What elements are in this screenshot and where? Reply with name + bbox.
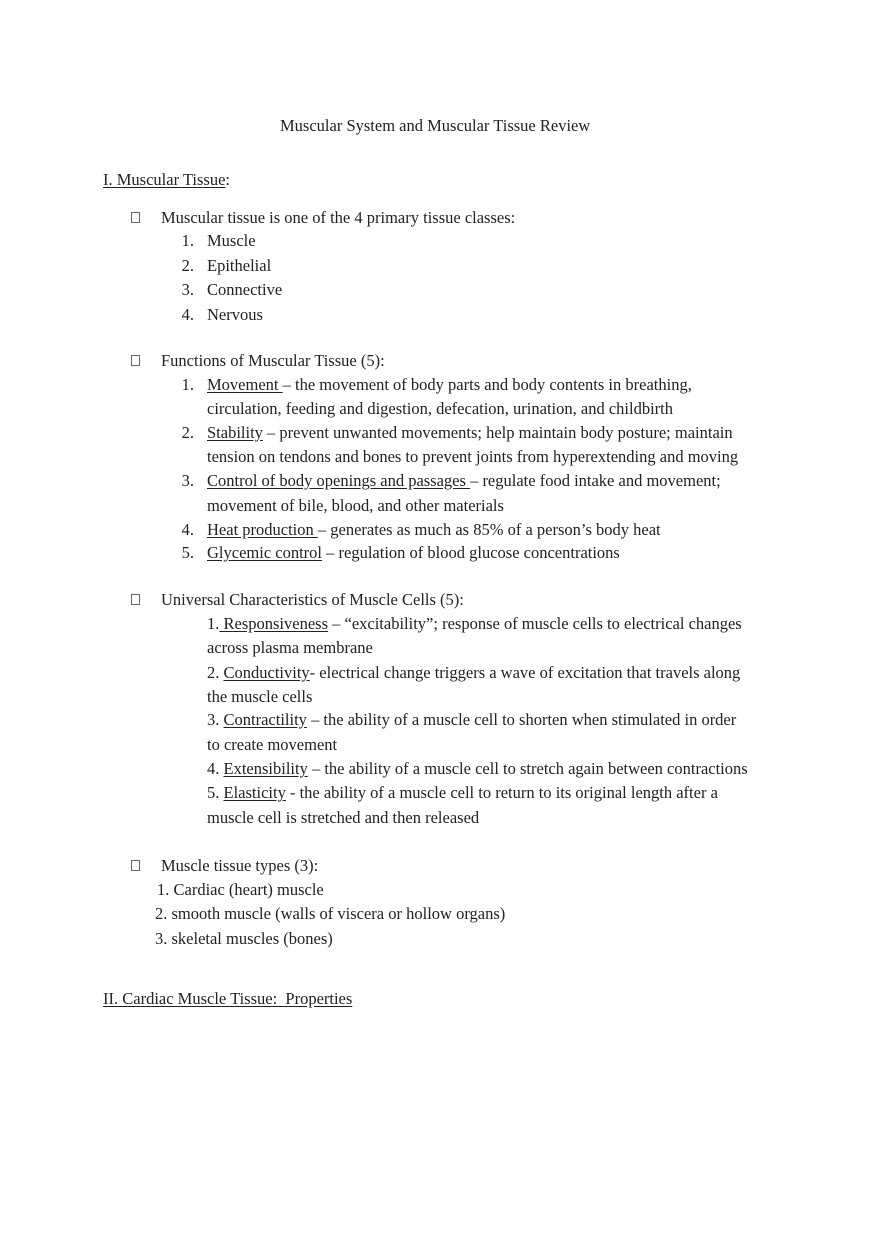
- characteristic-term: Contractility: [223, 710, 307, 729]
- list-item: Connective: [207, 280, 283, 299]
- bullet-box-icon: [131, 212, 140, 223]
- characteristic-desc-cont: the muscle cells: [207, 687, 313, 706]
- bullet-4-text: Muscle tissue types (3):: [161, 856, 319, 875]
- characteristic-desc-cont: across plasma membrane: [207, 638, 373, 657]
- bullet-3-text: Universal Characteristics of Muscle Cells (5):: [161, 590, 464, 609]
- section-heading-2: [103, 989, 352, 1009]
- characteristic-item: [207, 663, 740, 683]
- function-term: Heat production: [207, 520, 318, 539]
- list-item: Epithelial: [207, 256, 272, 275]
- function-desc: – generates as much as 85% of a person’s body heat: [317, 520, 661, 539]
- characteristic-term: Elasticity: [223, 783, 286, 802]
- list-number: 3.: [181, 471, 194, 490]
- function-desc: – regulation of blood glucose concentrations: [322, 543, 620, 562]
- list-number: 1.: [181, 375, 194, 394]
- characteristic-desc-cont: to create movement: [207, 735, 338, 754]
- bullet-1-text: Muscular tissue is one of the 4 primary tissue classes:: [161, 208, 516, 227]
- tissue-type-item: 2. smooth muscle (walls of viscera or hollow organs): [155, 904, 506, 923]
- list-number: 5.: [181, 543, 194, 562]
- characteristic-item: [207, 614, 742, 634]
- function-desc-cont: circulation, feeding and digestion, defecation, urination, and childbirth: [207, 399, 673, 418]
- bullet-box-icon: [131, 594, 140, 605]
- function-item: [207, 520, 661, 540]
- function-desc: – the movement of body parts and body contents in breathing,: [282, 375, 692, 394]
- characteristic-number: 2.: [207, 663, 224, 682]
- section-heading-2-text: II. Cardiac Muscle Tissue: Properties: [103, 989, 353, 1008]
- function-desc-cont: movement of bile, blood, and other materials: [207, 496, 504, 515]
- characteristic-item: [207, 759, 748, 779]
- characteristic-term: Extensibility: [223, 759, 308, 778]
- bullet-box-icon: [131, 355, 140, 366]
- characteristic-desc-cont: muscle cell is stretched and then released: [207, 808, 480, 827]
- section-heading-1-colon: :: [225, 170, 230, 189]
- characteristic-term: Conductivity: [223, 663, 310, 682]
- function-item: [207, 423, 733, 443]
- characteristic-item: [207, 710, 736, 730]
- function-desc: – regulate food intake and movement;: [470, 471, 721, 490]
- list-item: Nervous: [207, 305, 263, 324]
- characteristic-desc: – the ability of a muscle cell to shorten when stimulated in order: [306, 710, 737, 729]
- characteristic-desc: - the ability of a muscle cell to return to its original length after a: [285, 783, 718, 802]
- list-number: 2.: [181, 256, 194, 275]
- characteristic-desc: – the ability of a muscle cell to stretch again between contractions: [307, 759, 748, 778]
- bullet-2-text: Functions of Muscular Tissue (5):: [161, 351, 385, 370]
- characteristic-number: 3.: [207, 710, 224, 729]
- bullet-box-icon: [131, 860, 140, 871]
- list-number: 1.: [181, 231, 194, 250]
- characteristic-number: 1.: [207, 614, 220, 633]
- function-item: [207, 471, 721, 491]
- characteristic-desc: – “excitability”; response of muscle cells to electrical changes: [328, 614, 742, 633]
- function-term: Movement: [207, 375, 283, 394]
- characteristic-number: 4.: [207, 759, 224, 778]
- page-title: Muscular System and Muscular Tissue Review: [280, 116, 591, 135]
- characteristic-desc: - electrical change triggers a wave of excitation that travels along: [309, 663, 741, 682]
- function-item: [207, 375, 692, 395]
- function-term: Glycemic control: [207, 543, 323, 562]
- list-item: Muscle: [207, 231, 256, 250]
- tissue-type-item: 3. skeletal muscles (bones): [155, 929, 333, 948]
- section-heading-1-text: I. Muscular Tissue: [103, 170, 226, 189]
- function-desc-cont: tension on tendons and bones to prevent joints from hyperextending and moving: [207, 447, 739, 466]
- function-term: Control of body openings and passages: [207, 471, 471, 490]
- section-heading-1: [103, 170, 230, 190]
- list-number: 3.: [181, 280, 194, 299]
- characteristic-item: [207, 783, 718, 803]
- list-number: 2.: [181, 423, 194, 442]
- characteristic-term: Responsiveness: [219, 614, 328, 633]
- list-number: 4.: [181, 305, 194, 324]
- function-item: [207, 543, 620, 563]
- characteristic-number: 5.: [207, 783, 224, 802]
- tissue-type-item: 1. Cardiac (heart) muscle: [157, 880, 324, 899]
- list-number: 4.: [181, 520, 194, 539]
- function-desc: – prevent unwanted movements; help maintain body posture; maintain: [262, 423, 733, 442]
- function-term: Stability: [207, 423, 263, 442]
